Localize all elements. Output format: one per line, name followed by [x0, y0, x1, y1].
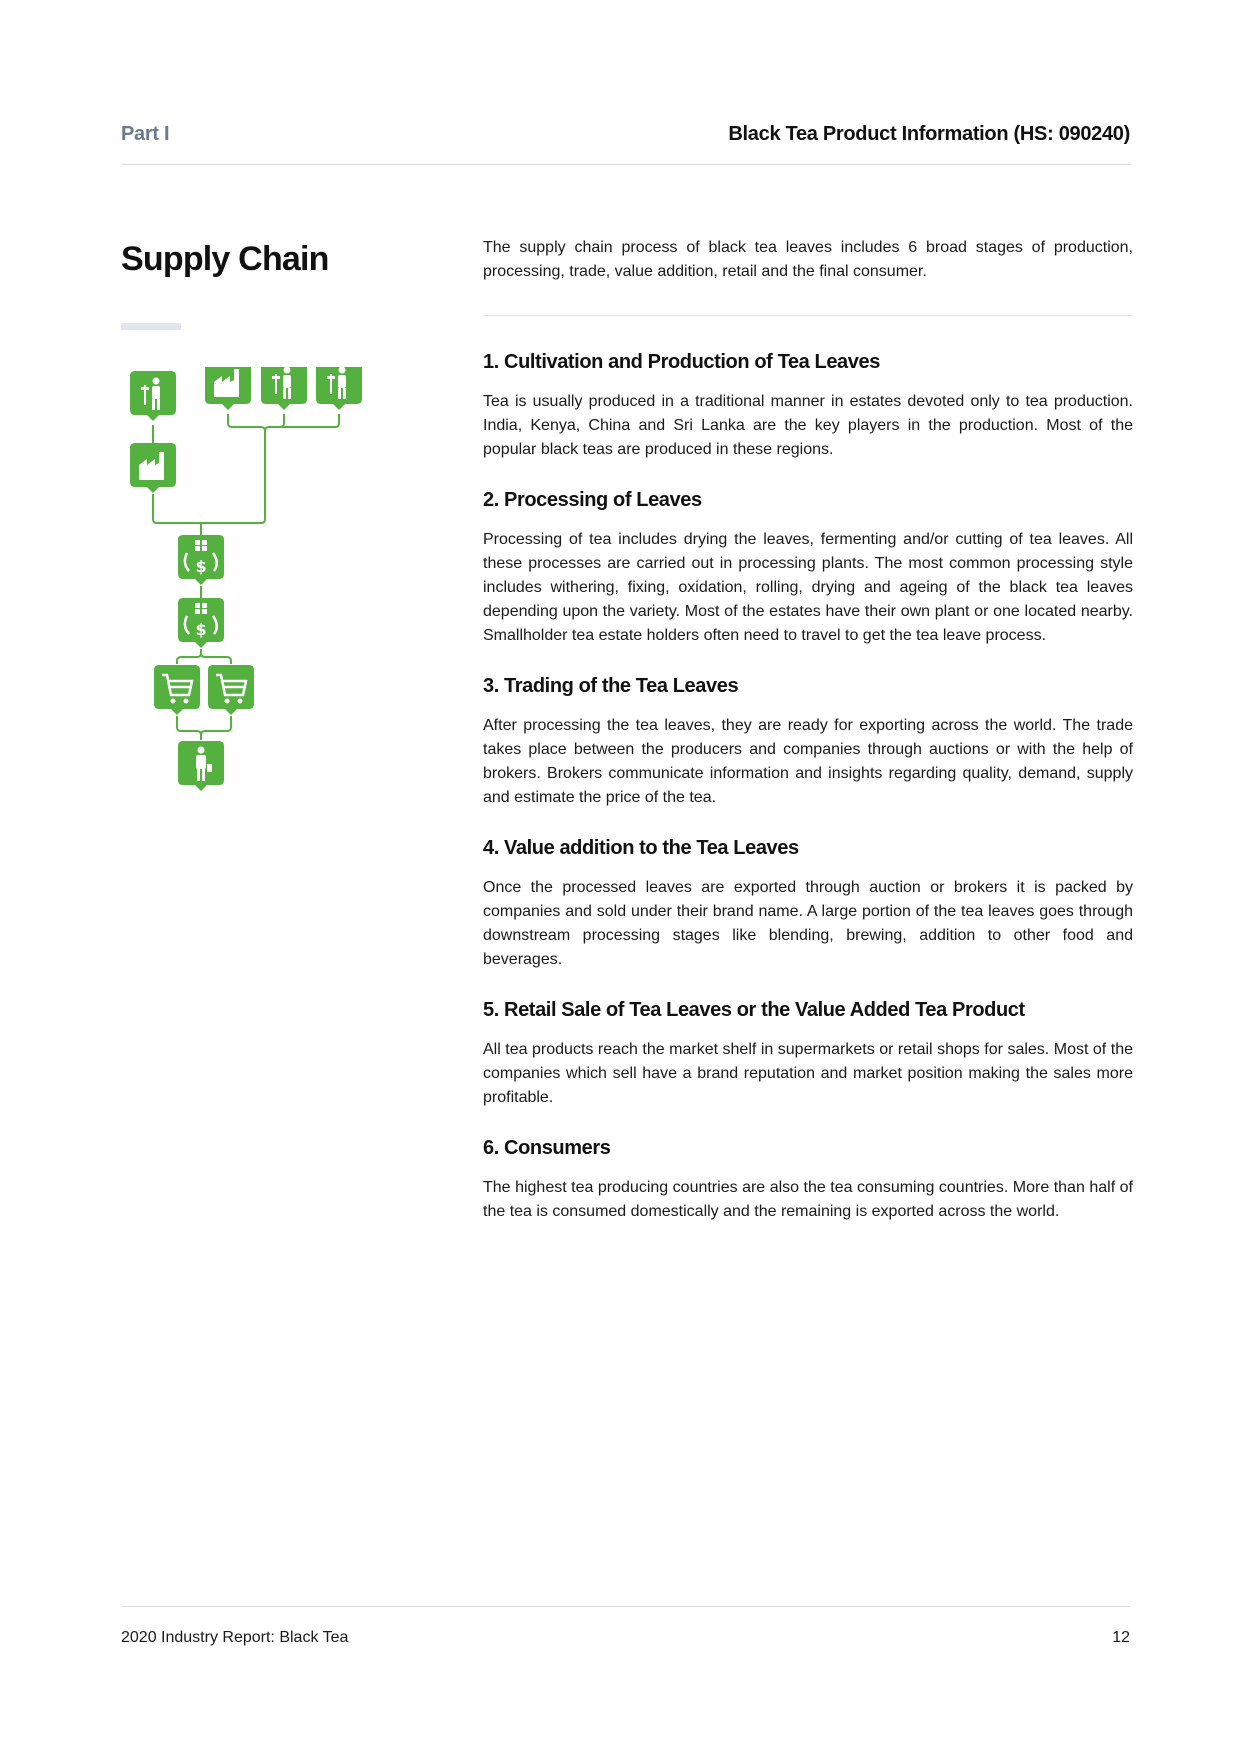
- factory-icon: [205, 367, 251, 410]
- stage-section: [483, 997, 1133, 1110]
- title-underline: [121, 323, 181, 330]
- footer-report-title: 2020 Industry Report: Black Tea: [121, 1629, 349, 1646]
- stage-heading: 4. Value addition to the Tea Leaves: [483, 837, 799, 859]
- svg-text:$: $: [195, 557, 207, 576]
- stage-body: Tea is usually produced in a traditional manner in estates devoted only to tea production. India, Kenya, China and Sri Lanka are the key players in the production. Most of the popular black teas are produced in these regions.: [483, 393, 1133, 458]
- consumer-icon: [178, 741, 224, 791]
- stage-heading: 5. Retail Sale of Tea Leaves or the Value Added Tea Product: [483, 999, 1025, 1021]
- supply-chain-diagram: [121, 367, 381, 817]
- stage-section: [483, 349, 1133, 462]
- intro-paragraph: The supply chain process of black tea leaves includes 6 broad stages of production, processing, trade, value addition, retail and the final consumer.: [483, 236, 1133, 316]
- section-title: Supply Chain: [121, 240, 329, 278]
- page-footer: [121, 1606, 1130, 1646]
- stage-section: [483, 1135, 1133, 1224]
- stage-body: After processing the tea leaves, they are ready for exporting across the world. The trade takes place between the producers and companies through auctions or with the help of brokers. Brokers communicate information and insights regarding quality, demand, supply and estimate the price of the tea.: [483, 717, 1133, 806]
- content-column: [483, 236, 1133, 1224]
- svg-text:$: $: [195, 620, 207, 639]
- farmer-icon: [261, 367, 307, 410]
- farmer-icon: [130, 371, 176, 421]
- farmer-icon: [316, 367, 362, 410]
- part-label: Part I: [121, 123, 170, 145]
- stage-body: Processing of tea includes drying the leaves, fermenting and/or cutting of tea leaves. All these processes are carried out in processing plants. The most common processing style includes withering, fixing, oxidation, rolling, drying and ageing of the black tea leaves depending upon the variety. Most of the estates have their own plant or one located nearby. Smallholder tea estate holders often need to travel to get the tea leave process.: [483, 531, 1133, 644]
- page-number: 12: [1112, 1629, 1130, 1646]
- stage-body: The highest tea producing countries are also the tea consuming countries. More than half of the tea is consumed domestically and the remaining is exported across the world.: [483, 1179, 1133, 1220]
- stage-body: All tea products reach the market shelf in supermarkets or retail shops for sales. Most of the companies which sell have a brand reputation and market position making the sales more profitable.: [483, 1041, 1133, 1106]
- stage-section: [483, 835, 1133, 972]
- page-header: [121, 120, 1130, 165]
- trade-icon: [178, 598, 224, 648]
- stage-heading: 3. Trading of the Tea Leaves: [483, 675, 739, 697]
- factory-icon: [130, 443, 176, 493]
- stage-section: [483, 673, 1133, 810]
- stage-heading: 2. Processing of Leaves: [483, 489, 702, 511]
- stage-section: [483, 487, 1133, 648]
- stage-heading: 1. Cultivation and Production of Tea Leaves: [483, 351, 880, 373]
- shopping-cart-icon: [208, 665, 254, 715]
- trade-icon: [178, 535, 224, 585]
- stage-heading: 6. Consumers: [483, 1137, 611, 1159]
- shopping-cart-icon: [154, 665, 200, 715]
- stage-body: Once the processed leaves are exported through auction or brokers it is packed by companies and sold under their brand name. A large portion of the tea leaves goes through downstream processing stages like blending, brewing, addition to other food and beverages.: [483, 879, 1133, 968]
- header-title: Black Tea Product Information (HS: 090240): [728, 123, 1130, 145]
